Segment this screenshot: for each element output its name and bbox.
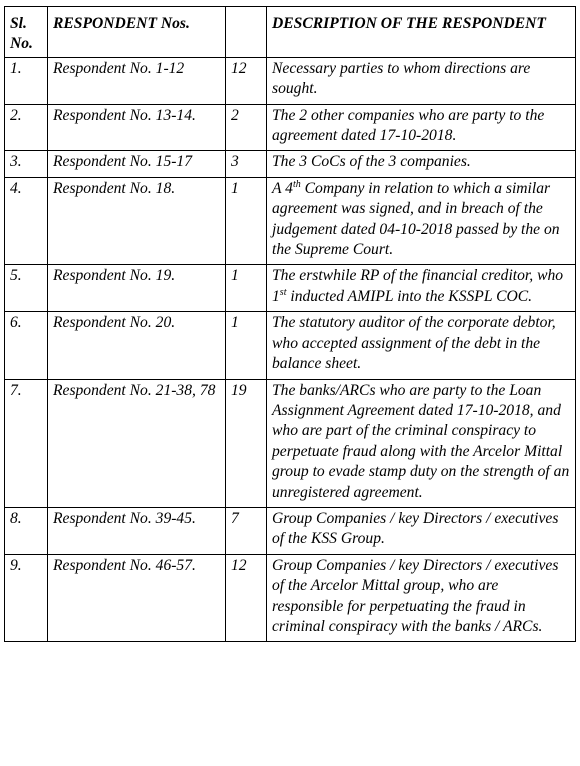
row-description: Group Companies / key Directors / executives of the Arcelor Mittal group, who are responsible for perpetuating the fraud in criminal conspiracy with the banks / ARCs. — [267, 554, 576, 642]
row-description: The 3 CoCs of the 3 companies. — [267, 151, 576, 177]
header-sl-no: Sl. No. — [5, 7, 48, 58]
row-respondent: Respondent No. 20. — [48, 312, 226, 379]
row-respondent: Respondent No. 19. — [48, 265, 226, 312]
row-sl: 3. — [5, 151, 48, 177]
row-sl: 2. — [5, 104, 48, 151]
row-sl: 4. — [5, 177, 48, 265]
table-row — [5, 312, 576, 379]
row-sl: 7. — [5, 379, 48, 507]
row-respondent: Respondent No. 21-38, 78 — [48, 379, 226, 507]
row-respondent: Respondent No. 13-14. — [48, 104, 226, 151]
respondents-table — [4, 6, 576, 642]
row-sl: 5. — [5, 265, 48, 312]
description-text: inducted AMIPL into the KSSPL COC. — [286, 287, 533, 305]
description-text: The erstwhile RP of the financial creditor, who 1 — [272, 267, 564, 305]
row-count: 1 — [226, 177, 267, 265]
row-description — [267, 265, 576, 312]
header-description: DESCRIPTION OF THE RESPONDENT — [267, 7, 576, 58]
ordinal-suffix: st — [279, 286, 287, 298]
row-count: 3 — [226, 151, 267, 177]
table-row — [5, 379, 576, 507]
row-respondent: Respondent No. 15-17 — [48, 151, 226, 177]
table-row — [5, 151, 576, 177]
row-sl: 1. — [5, 57, 48, 104]
table-row — [5, 554, 576, 642]
row-respondent: Respondent No. 1-12 — [48, 57, 226, 104]
description-text: Company in relation to which a similar agreement was signed, and in breach of the judgement dated 04-10-2018 passed by the on the Supreme Court. — [272, 179, 560, 259]
row-description: Group Companies / key Directors / executives of the KSS Group. — [267, 507, 576, 554]
row-sl: 6. — [5, 312, 48, 379]
row-sl: 8. — [5, 507, 48, 554]
row-count: 1 — [226, 312, 267, 379]
row-respondent: Respondent No. 46-57. — [48, 554, 226, 642]
row-count: 2 — [226, 104, 267, 151]
row-count: 1 — [226, 265, 267, 312]
row-description: The statutory auditor of the corporate debtor, who accepted assignment of the debt in the balance sheet. — [267, 312, 576, 379]
row-count: 12 — [226, 554, 267, 642]
table-row — [5, 104, 576, 151]
header-respondent-nos: RESPONDENT Nos. — [48, 7, 226, 58]
row-count: 12 — [226, 57, 267, 104]
header-count — [226, 7, 267, 58]
row-description: The banks/ARCs who are party to the Loan Assignment Agreement dated 17-10-2018, and who are part of the criminal conspiracy to perpetuate fraud along with the Arcelor Mittal group to evade stamp duty on the strength of an unregistered agreement. — [267, 379, 576, 507]
row-description: The 2 other companies who are party to the agreement dated 17-10-2018. — [267, 104, 576, 151]
table-row — [5, 57, 576, 104]
row-description: Necessary parties to whom directions are sought. — [267, 57, 576, 104]
table-row — [5, 177, 576, 265]
ordinal-suffix: th — [292, 178, 301, 190]
table-header-row — [5, 7, 576, 58]
row-count: 19 — [226, 379, 267, 507]
row-count: 7 — [226, 507, 267, 554]
description-text: A 4 — [272, 179, 293, 197]
row-respondent: Respondent No. 18. — [48, 177, 226, 265]
row-sl: 9. — [5, 554, 48, 642]
table-row — [5, 265, 576, 312]
row-respondent: Respondent No. 39-45. — [48, 507, 226, 554]
row-description — [267, 177, 576, 265]
table-row — [5, 507, 576, 554]
